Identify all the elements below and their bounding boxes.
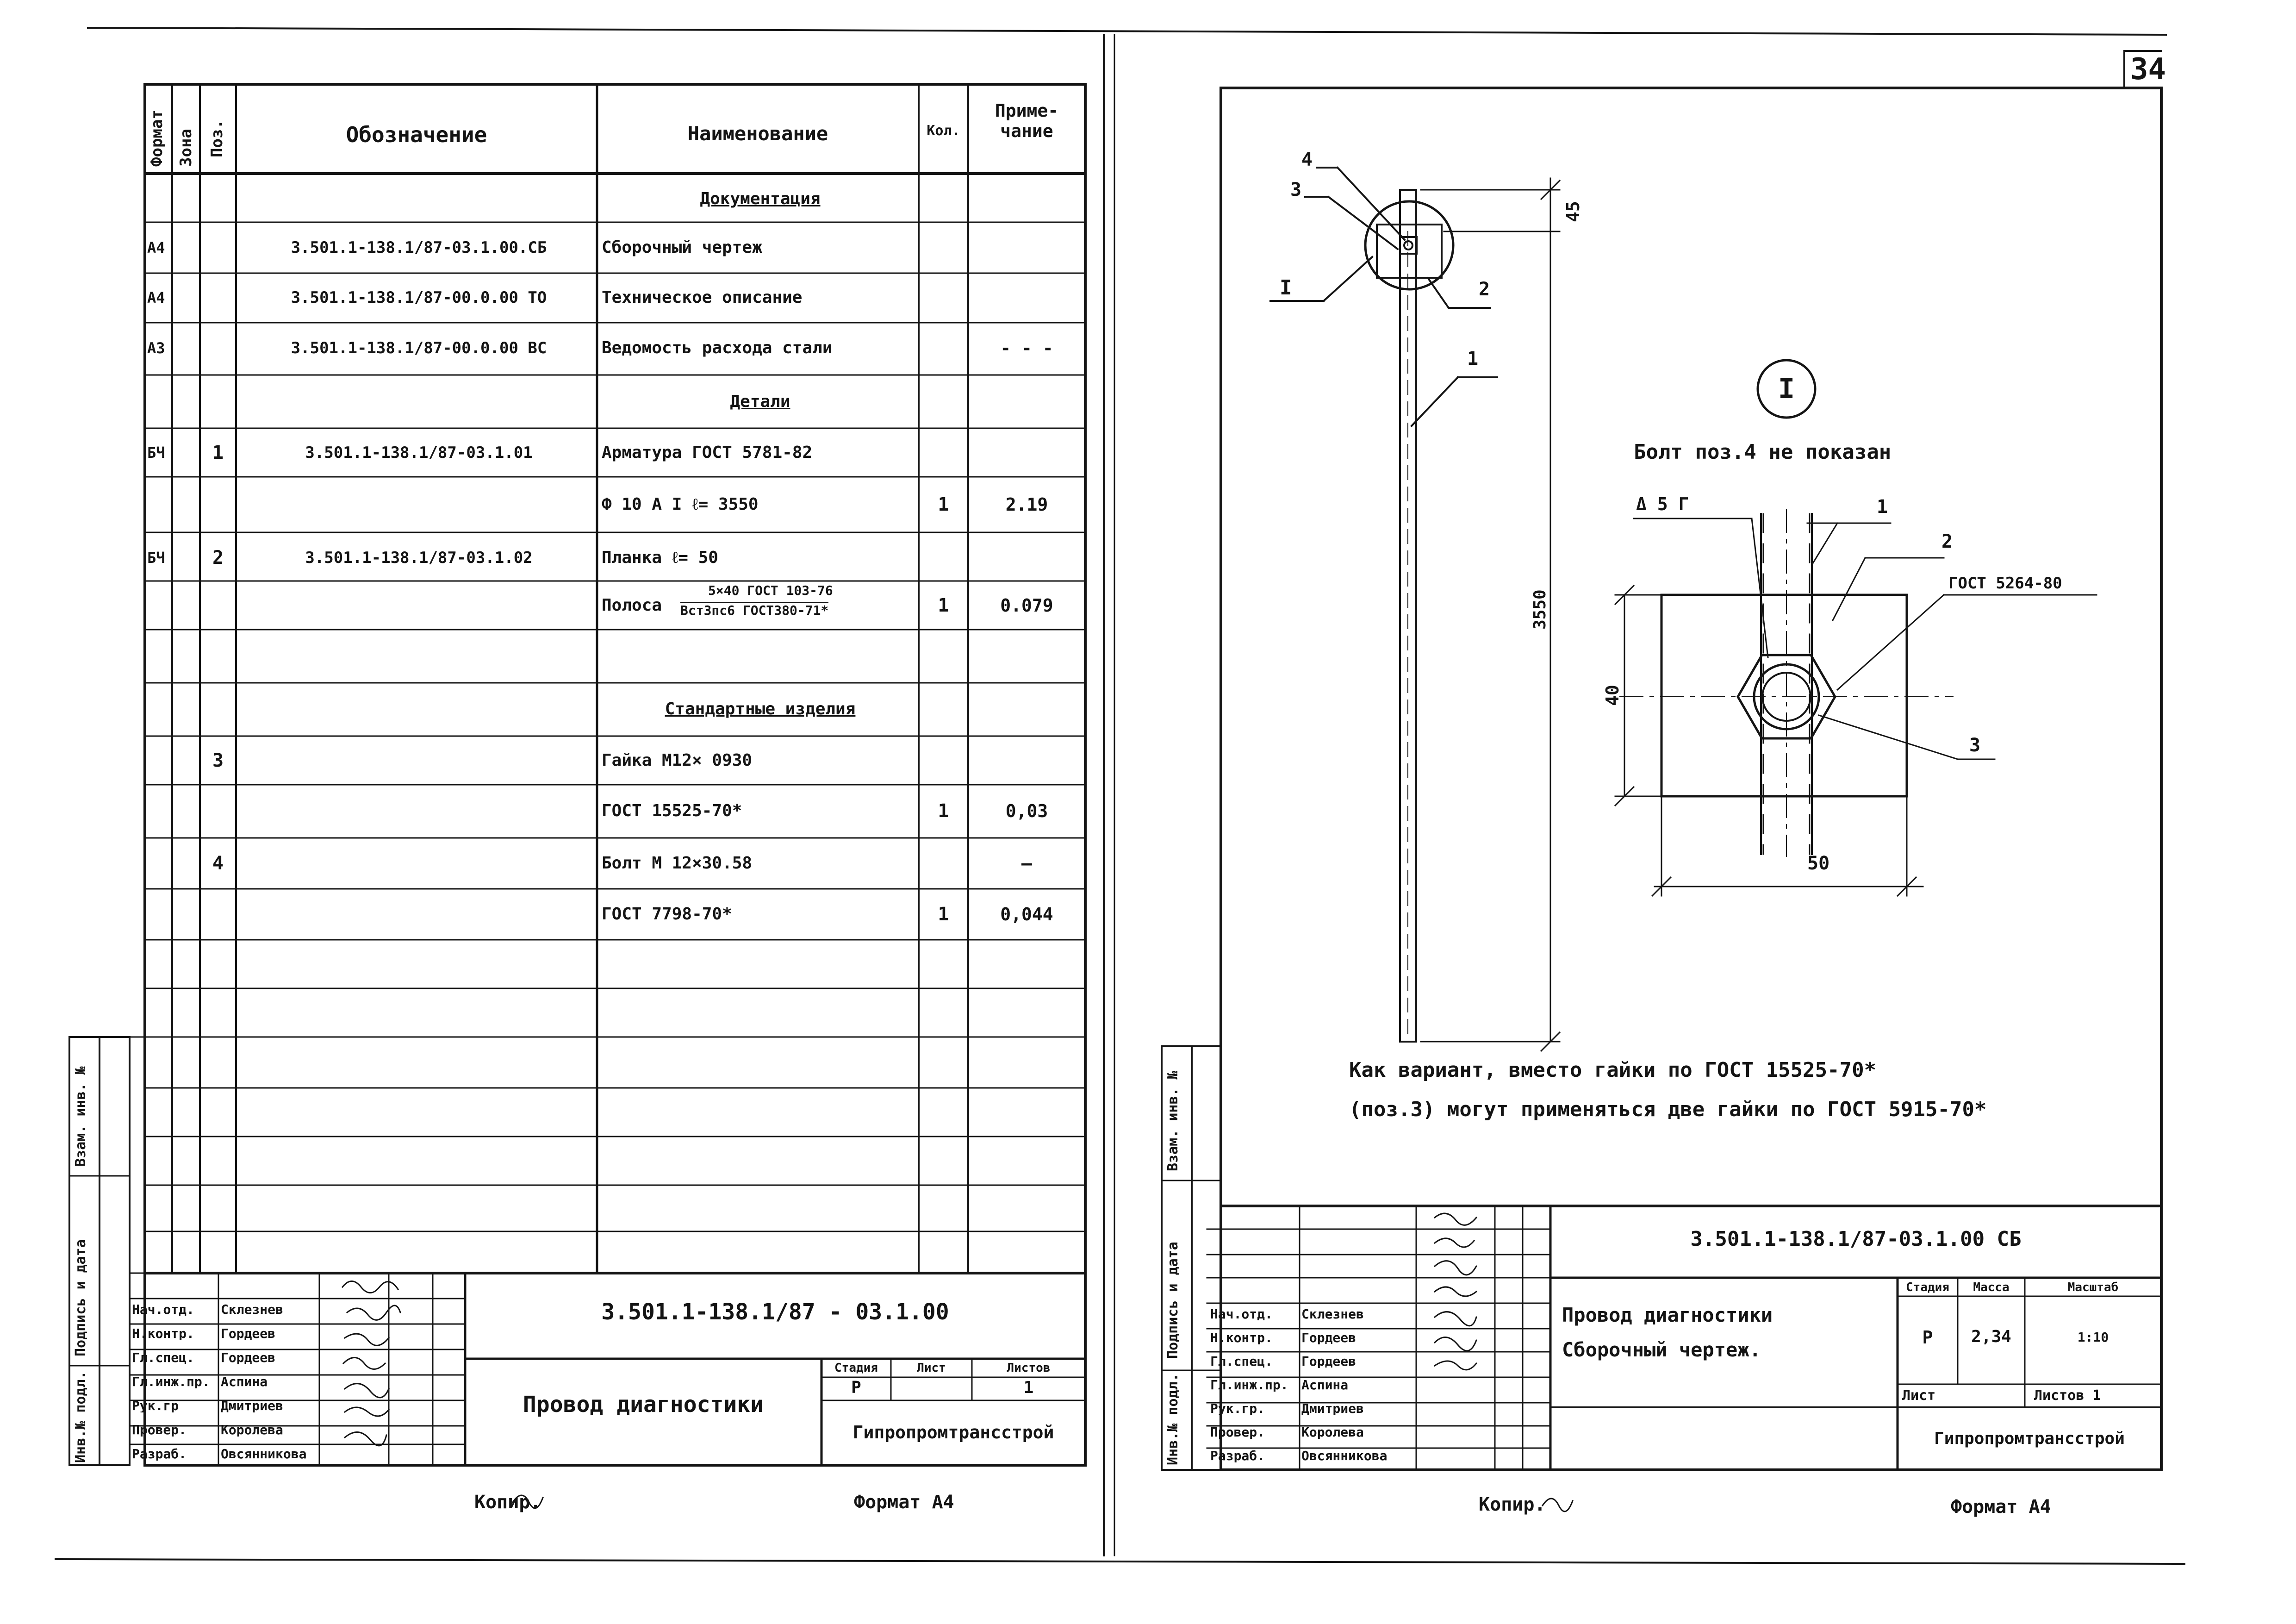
left-staff-5-role: Провер.: [132, 1424, 187, 1437]
left-staff-5-name: Королева: [221, 1424, 283, 1437]
right-sheet-label: Лист: [1902, 1387, 1936, 1404]
spec-row-5-name: Арматура ГОСТ 5781-82: [602, 443, 813, 462]
right-staff-3-name: Аспина: [1301, 1379, 1349, 1392]
spec-row-7-designation: 3.501.1-138.1/87-03.1.02: [305, 549, 533, 567]
right-title-1: Провод диагностики: [1562, 1304, 1773, 1326]
left-stage: Р: [851, 1378, 861, 1397]
dim-45: 45: [1563, 201, 1583, 222]
spec-row-2-designation: 3.501.1-138.1/87-00.0.00 ТО: [291, 288, 547, 307]
detail-gost-weld: ГОСТ 5264-80: [1948, 574, 2062, 593]
right-staff-4-name: Дмитриев: [1301, 1402, 1364, 1415]
right-copied: Копир.: [1479, 1494, 1546, 1515]
spec-row-14-qty: 1: [938, 904, 949, 925]
right-stage-label: Стадия: [1906, 1280, 1949, 1294]
right-staff-2-role: Гл.спец.: [1210, 1355, 1273, 1368]
spec-row-5-designation: 3.501.1-138.1/87-03.1.01: [305, 443, 533, 462]
spec-row-10-name: Стандартные изделия: [665, 700, 856, 718]
header-name: Наименование: [687, 122, 828, 145]
left-staff-3-role: Гл.инж.пр.: [132, 1375, 210, 1388]
spec-row-11-name: Гайка М12× 0930: [602, 751, 753, 770]
right-format: Формат А4: [1951, 1496, 2051, 1518]
left-stamp-replace: Взам. инв. №: [73, 1066, 89, 1167]
dim-3550: 3550: [1531, 589, 1549, 630]
left-sheets-label: Листов: [1007, 1361, 1051, 1375]
detail-callout-1: 1: [1877, 496, 1888, 518]
right-staff-2-name: Гордеев: [1301, 1355, 1356, 1368]
right-staff-6-name: Овсянникова: [1301, 1449, 1388, 1462]
callout-2: 2: [1479, 279, 1490, 300]
spec-row-8-qty: 1: [938, 595, 949, 616]
left-staff-3-name: Аспина: [221, 1375, 268, 1388]
header-pos: Поз.: [208, 119, 226, 157]
left-staff-6-name: Овсянникова: [221, 1448, 307, 1461]
left-format: Формат А4: [854, 1492, 954, 1513]
note-line-1: Как вариант, вместо гайки по ГОСТ 15525-70*: [1349, 1058, 1877, 1082]
polosa-fraction-bottom: Вст3пс6 ГОСТ380-71*: [680, 603, 829, 618]
right-stamp-replace: Взам. инв. №: [1165, 1071, 1181, 1171]
left-staff-6-role: Разраб.: [132, 1448, 187, 1461]
page-number: 34: [2130, 52, 2166, 87]
detail-callout-3: 3: [1969, 735, 1981, 756]
right-staff-5-role: Провер.: [1210, 1426, 1265, 1439]
spec-row-2-format: А4: [147, 289, 165, 306]
right-doc-code: 3.501.1-138.1/87-03.1.00 СБ: [1690, 1227, 2022, 1251]
detail-callout-2: 2: [1941, 531, 1953, 552]
left-staff-0-name: Склезнев: [221, 1303, 283, 1316]
spec-row-6-name: Ф 10 А I ℓ= 3550: [602, 495, 759, 514]
callout-4: 4: [1301, 149, 1313, 170]
left-staff-1-role: Н.контр.: [132, 1327, 194, 1340]
right-staff-1-role: Н.контр.: [1210, 1331, 1273, 1344]
spec-row-6-qty: 1: [938, 494, 949, 515]
left-stamp-sign: Подпись и дата: [73, 1239, 89, 1356]
header-designation: Обозначение: [346, 122, 487, 147]
spec-row-14-note: 0,044: [1000, 904, 1053, 924]
rod-assembly: [1270, 168, 1560, 1051]
left-sheets: 1: [1023, 1378, 1034, 1397]
right-mass: 2,34: [1971, 1327, 2011, 1346]
spec-row-7-name: Планка ℓ= 50: [602, 548, 718, 567]
polosa-fraction-top: 5×40 ГОСТ 103-76: [708, 583, 833, 598]
spec-row-3-note: - - -: [1000, 338, 1053, 358]
left-staff-2-name: Гордеев: [221, 1351, 276, 1364]
spec-row-4-name: Детали: [730, 392, 790, 411]
right-staff-0-role: Нач.отд.: [1210, 1308, 1273, 1321]
left-staff-4-role: Рук.гр: [132, 1399, 179, 1412]
detail-mark: I: [1778, 373, 1795, 405]
spec-row-13-note: —: [1021, 853, 1032, 874]
left-staff-4-name: Дмитриев: [221, 1399, 283, 1412]
spec-row-11-pos: 3: [212, 750, 224, 771]
spec-row-7-format: БЧ: [147, 549, 165, 567]
header-qty: Кол.: [927, 123, 960, 139]
dim-40: 40: [1602, 685, 1623, 706]
right-stamp-inv: Инв.№ подл.: [1165, 1373, 1181, 1465]
spec-row-8-note: 0.079: [1000, 595, 1053, 616]
right-scale: 1:10: [2077, 1330, 2109, 1345]
dim-50: 50: [1807, 853, 1830, 874]
callout-I: I: [1280, 276, 1292, 300]
left-staff-1-name: Гордеев: [221, 1327, 276, 1340]
note-line-2: (поз.3) могут применяться две гайки по ГОСТ 5915-70*: [1349, 1098, 1987, 1121]
right-staff-3-role: Гл.инж.пр.: [1210, 1379, 1288, 1392]
header-zone: Зона: [177, 129, 195, 167]
spec-row-3-designation: 3.501.1-138.1/87-00.0.00 ВС: [291, 339, 547, 357]
spec-row-1-format: А4: [147, 239, 165, 256]
left-stamp-inv: Инв.№ подл.: [73, 1371, 89, 1463]
left-stage-label: Стадия: [834, 1361, 878, 1375]
callout-1: 1: [1467, 348, 1479, 369]
left-staff-0-role: Нач.отд.: [132, 1303, 194, 1316]
spec-row-1-designation: 3.501.1-138.1/87-03.1.00.СБ: [291, 238, 547, 257]
right-mass-label: Масса: [1973, 1280, 2010, 1294]
spec-row-0-name: Документация: [700, 189, 821, 208]
spec-row-5-format: БЧ: [147, 444, 165, 462]
left-sheet-label: Лист: [917, 1361, 946, 1375]
left-org: Гипропромтрансстрой: [852, 1422, 1054, 1443]
right-staff-4-role: Рук.гр.: [1210, 1402, 1265, 1415]
left-doc-title: Провод диагностики: [523, 1392, 764, 1418]
right-staff-6-role: Разраб.: [1210, 1449, 1265, 1462]
spec-row-3-name: Ведомость расхода стали: [602, 338, 833, 357]
right-staff-5-name: Королева: [1301, 1426, 1364, 1439]
right-title-2: Сборочный чертеж.: [1562, 1338, 1761, 1361]
right-staff-0-name: Склезнев: [1301, 1308, 1364, 1321]
spec-row-12-note: 0,03: [1005, 801, 1048, 821]
spec-row-12-name: ГОСТ 15525-70*: [602, 801, 742, 820]
left-copied: Копир.: [474, 1492, 541, 1513]
header-note: Приме- чание: [995, 100, 1059, 141]
spec-row-2-name: Техническое описание: [602, 288, 803, 307]
spec-row-1-name: Сборочный чертеж: [602, 238, 762, 257]
spec-row-13-pos: 4: [212, 853, 224, 874]
spec-row-13-name: Болт М 12×30.58: [602, 854, 753, 873]
spec-row-8-name: Полоса: [602, 596, 662, 615]
left-staff-2-role: Гл.спец.: [132, 1351, 194, 1364]
right-staff-1-name: Гордеев: [1301, 1331, 1356, 1344]
spec-row-5-pos: 1: [212, 442, 224, 463]
spec-row-7-pos: 2: [212, 547, 224, 568]
right-stage: Р: [1922, 1327, 1933, 1348]
spec-row-6-note: 2.19: [1005, 494, 1048, 515]
right-scale-label: Масштаб: [2067, 1280, 2119, 1294]
detail-note: Болт поз.4 не показан: [1634, 440, 1892, 464]
weld-label: Δ 5 Г: [1636, 494, 1689, 514]
header-format: Формат: [148, 110, 166, 167]
spec-row-3-format: А3: [147, 339, 165, 357]
right-org: Гипропромтрансстрой: [1934, 1429, 2125, 1448]
right-stamp-sign: Подпись и дата: [1165, 1242, 1181, 1359]
callout-3: 3: [1290, 179, 1302, 200]
right-sheets-label: Листов 1: [2034, 1387, 2101, 1404]
spec-row-14-name: ГОСТ 7798-70*: [602, 905, 732, 924]
spec-row-12-qty: 1: [938, 800, 949, 822]
left-doc-code: 3.501.1-138.1/87 - 03.1.00: [601, 1299, 949, 1325]
